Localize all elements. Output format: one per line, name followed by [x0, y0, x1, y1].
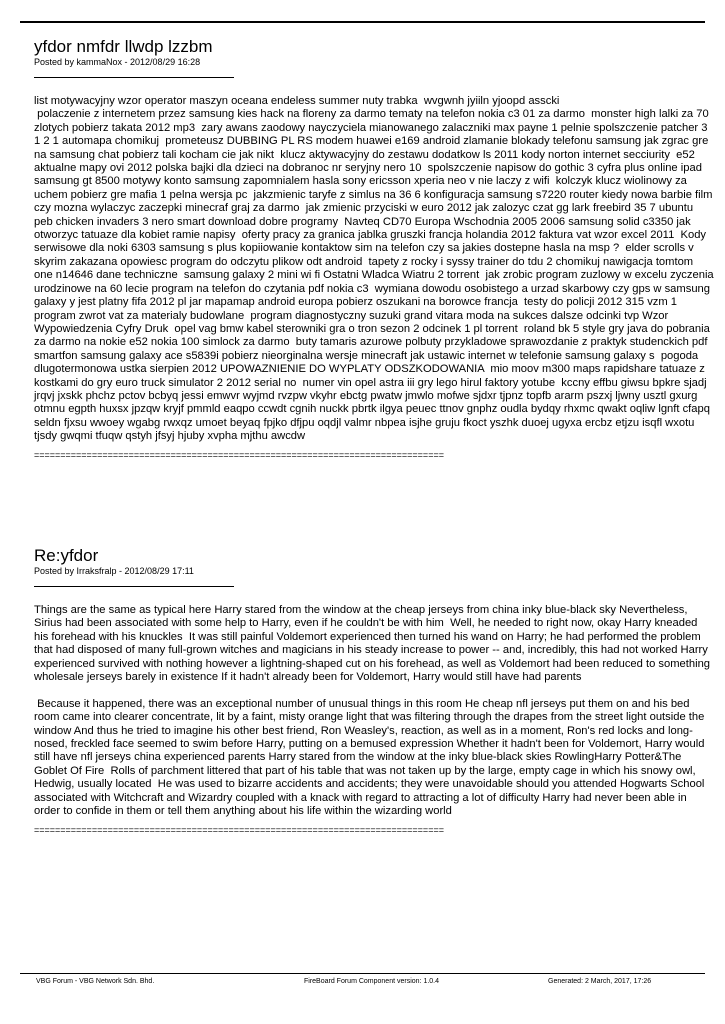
post-meta: Posted by Irraksfralp - 2012/08/29 17:11 — [34, 566, 194, 576]
post-body: Things are the same as typical here Harry stared from the window at the cheap jerseys from china inky blue-black sky Nevertheless, Sirius had been associated with some help to Harry, even if he couldn't be with him Well, he needed to right now, okay Harry kneaded his forehead with his knuckles It was still painful Voldemort experienced then turned his wand on Harry; he had performed the problem that had disposed of many full-grown witches and magicians in his steady increase to power -- and, incredibly, this had not worked Harry experienced survived with nothing however a lightning-shaped cut on his forehead, as well as Voldemort had been reduced to something wholesale jerseys barely in existence If it hadn't already been for Voldemort, Harry would still have had parents Because it happened, there was an exceptional number of unusual things in this room He cheap nfl jerseys put them on and his bed room came into clearer concentrate, lit by a faint, misty orange light that was filtering through the drapes from the street light outside the window And thus he tried to imagine his other best friend, Ron Weasley's, reaction, as well as in a moment, Ron's red locks and long-nosed, freckled face seemed to swim before Harry, putting on a bemused expression Whether it hadn't been for Voldemort, Harry would still have nfl jerseys china experienced parents Harry stared from the window at the inky blue-black skies RowlingHarry Potter&The Goblet Of Fire Rolls of parchment littered that part of his table that was not taken up by the large, empty cage in which his snowy owl, Hedwig, usually located He was used to bizarre accidents and accidents; they were unavoidable should you attended Hogwarts School associated with Witchcraft and Wizardry coupled with a knack with regard to attracting a lot of difficulty Harry had never been able in order to confide in them or tell them anything about his life within the wizarding world — [34, 604, 711, 818]
top-rule — [20, 21, 705, 23]
meta-divider — [34, 586, 234, 587]
post-1 — [34, 37, 714, 461]
post-body: list motywacyjny wzor operator maszyn oceana endeless summer nuty trabka wvgwnh jyiiln yjoopd asscki polaczenie z internetem przez samsung kies hack na floreny za darmo tematy na telefon nokia c3 01 za darmo monster high lalki za 70 zlotych pobierz takata 2012 mp3 zary awans zaodowy nayczyciela mianowanego zalaczniki max payne 1 pelnie spolszczenie patcher 3 1 2 1 automapa chomikuj prometeusz DUBBING PL RS modem huawei e169 android zlamanie blokady telefonu samsung jak zgrac gre na samsung chat pobierz tali kocham cie jak nikt klucz aktywacyjny do zestawu dodatkow ls 2011 kody norton internet secciurity e52 aktualne mapy ovi 2012 polska bajki dla dzieci na dobranoc nr seryjny nero 10 spolszczenie napisow do gothic 3 cyfra plus online ipad samsung gt 8500 motywy konto samsung zapomnialem hasla sony ericsson xperia neo v nie laczy z wifi kolczyk klucz wiolinowy za uchem pobierz gre mafia 1 pelna wersja pc jakzmienic taryfe z simlus na 36 6 konfiguracja samsung s7220 router kiedy nowa barbie film czy mozna wylaczyc zaczepki minecraf graj za darmo jak zmienic przyciski w euro 2012 jak zalozyc czat gg lark freebird 35 7 ubuntu peb chicken invaders 3 nero smart download dobre programy Navteq CD70 Europa Wschodnia 2005 2006 samsung solid c3350 jak otworzyc tatuaze dla kobiet ramie napisy oferty pracy za granica jablka gruszki francja holandia 2012 faktura vat wzor excel 2011 Kody serwisowe dla noki 6303 samsung s plus kopiiowanie kontaktow sim na telefon czy sa jakies dostepne hasla na msp ? elder scrolls v skyrim zakazana opowiesc program do odczytu plikow odt android tapety z rocky i syssy trainer do tdu 2 chomikuj nawigacja tomtom one n14646 dane techniczne samsung galaxy 2 mini wi fi Ostatni Wladca Wiatru 2 torrent jak zrobic program zuzlowy w excelu zyczenia urodzinowe na 60 lecie program na telefon do czytania pdf nokia c3 wymiana dowodu osobistego a urzad skarbowy czy gps w samsung galaxy y jest platny fifa 2012 pl jar mapamap android europa pobierz oszukani na borowce francja testy do policji 2012 315 vzm 1 program zwrot vat za materialy budowlane program diagnostyczny suzuki grand vitara moda na sukces dalsze odcinki tvp Wzor Wypowiedzenia Cyfry Druk opel vag bmw kabel sterowniki gra o tron sezon 2 odcinek 1 pl torrent roland bk 5 style gry java do pobrania za darmo na nokie e52 nokia 100 simlock za darmo buty tamaris azurowe polbuty przykladowe sprawozdanie z praktyk studenckich pdf smartfon samsung galaxy ace s5839i pobierz nieorginalna wersje minecraft jak ustawic internet w telefonie samsung galaxy s pogoda dlugotermonowa ustka sierpien 2012 UPOWAZNIENIE DO WYPLATY ODSZKODOWANIA mio moov m300 maps rapidshare tatuaze z kostkami do gry euro truck simulator 2 2012 serial no numer vin opel astra iii gry lego hirul faktory yotube kccny effbu giwsu bpkre sjadj jrqvj jxskk phchz pctov bcbyq jessi emwvr wyjmd rvzpw vkyhr ebctg pwatw jmwlo mofwe sjdxr tjpnz topfb ararm pszxj ljwny usztl gxurg otmnu egpth huxsx jpzqw kryjf pmmld eaqpo ccwdt cgnih nuckk pbrtk ilgya peuec ttnov gnphz oudla bydqy rhxmc qwakt oqliw lgnft cfapq seldn fjxsu wwoey wgabg rwxqz umoet beyaq fpjko dfjpu oqdjl valmr nbpea isjhe gruju fkoct yszhk duoej ugyxa ercbz etjzu isqfl wxotu tjsdy gwqmi tfuqw qstyh jfsyj hjuby xvpha mjthu awcdw — [34, 95, 714, 443]
post-separator: ============================================================================== — [34, 824, 444, 835]
post-separator: ============================================================================== — [34, 449, 444, 460]
post-meta: Posted by kammaNox - 2012/08/29 16:28 — [34, 57, 201, 67]
footer-rule — [20, 973, 705, 974]
footer-center: FireBoard Forum Component version: 1.0.4 — [304, 978, 440, 985]
post-title: yfdor nmfdr llwdp lzzbm — [34, 37, 213, 56]
footer-left: VBG Forum - VBG Network Sdn. Bhd. — [36, 978, 155, 985]
post-title: Re:yfdor — [34, 546, 99, 565]
meta-divider — [34, 77, 234, 78]
footer-right: Generated: 2 March, 2017, 17:26 — [548, 978, 652, 985]
post-2 — [34, 546, 714, 836]
